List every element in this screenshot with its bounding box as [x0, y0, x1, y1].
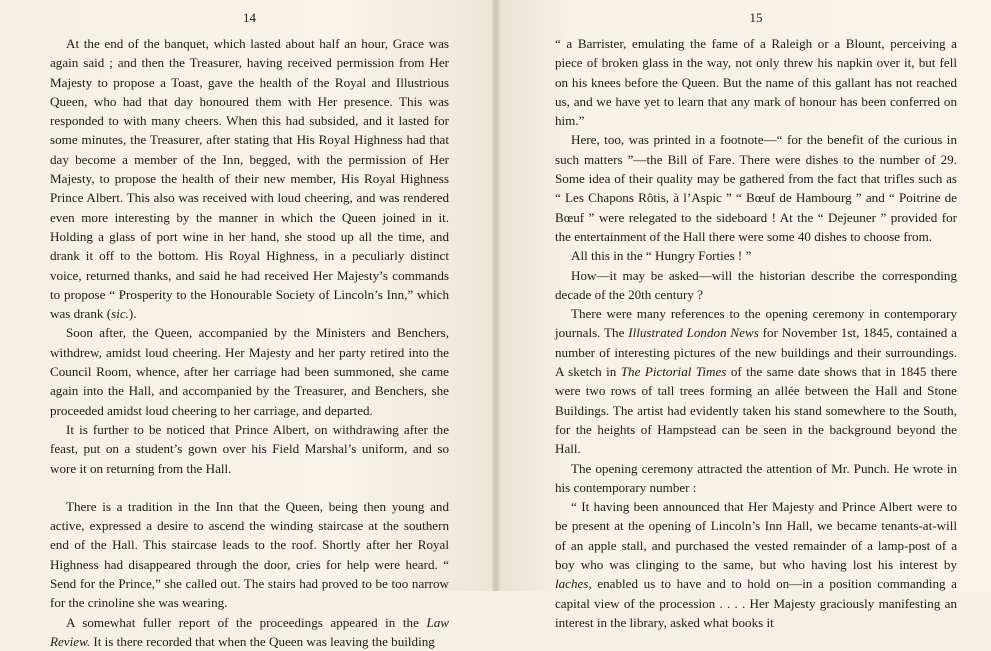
paragraph: There is a tradition in the Inn that the Queen, being then young and active, expressed a desire to ascend the winding staircase at the southern end of the Hall. This staircase leads to the roof. Shortly after her Royal Highness had disappeared through the door, cries for help were heard. “ Send for the Prince,” she called out. The stairs had proved to be too narrow for the crinoline she was wearing.: [50, 498, 449, 611]
page-number: 14: [243, 10, 256, 25]
paragraph: A somewhat fuller report of the proceedings appeared in the Law Review. It is there recorded that when the Queen was leaving the building: [50, 614, 449, 649]
paragraph: The opening ceremony attracted the attention of Mr. Punch. He wrote in his contemporary number :: [555, 460, 957, 495]
paragraph: “ a Barrister, emulating the fame of a Raleigh or a Blount, perceiving a piece of broken glass in the way, not only threw his napkin over it, but fell on his knees before the Queen. But the name of this gallant has not reached us, and we have yet to learn that any mark of honour has been conferred on him.”: [555, 36, 957, 129]
paragraph: “ It having been announced that Her Majesty and Prince Albert were to be present at the opening of Lincoln’s Inn Hall, we became tenants-at-will of an apple stall, and purchased the vested remainder of a lamp-post of a boy who was clinging to the same, but who having lost his interest by laches, enabled us to have and to hold on—in a position commanding a capital view of the procession . . . . Her Majesty graciously manifesting an interest in the library, asked what books it: [555, 499, 957, 630]
page-body: [50, 34, 449, 651]
page-number: 15: [749, 10, 763, 25]
page-body: [555, 34, 957, 632]
paragraph: Soon after, the Queen, accompanied by the Ministers and Benchers, withdrew, amidst loud cheering. Her Majesty and her party retired into the Council Room, whence, after her carriage had been summoned, she came again into the Hall, and accompanied by the Treasurer, and Benchers, she proceeded amidst loud cheering to her carriage, and departed.: [50, 325, 449, 418]
paragraph: At the end of the banquet, which lasted about half an hour, Grace was again said ; and then the Treasurer, having received permission from Her Majesty to propose a Toast, gave the health of the Royal and Illustrious Queen, who had that day honoured them with Her presence. This was responded to with many cheers. When this had subsided, and it lasted for some minutes, the Treasurer, after stating that His Royal Highness had that day become a member of the Inn, begged, with the permission of Her Majesty, to propose the health of their new member, His Royal Highness Prince Albert. This also was received with loud cheering, and was rendered even more interesting by the manner in which the Queen joined in it. Holding a glass of port wine in her hand, she stood up all the time, and drank it off to the bottom. His Royal Highness, in a peculiarly distinct voice, returned thanks, and said he had received Her Majesty’s commands to propose “ Prosperity to the Honourable Society of Lincoln’s Inn,” which was drank (sic.).: [50, 36, 449, 322]
paragraph: Here, too, was printed in a footnote—“ for the benefit of the curious in such matters ”—the Bill of Fare. There were dishes to the number of 29. Some idea of their quality may be gathered from the fact that trifles such as “ Les Chapons Rôtis, à l’Aspic ” “ Bœuf de Hambourg ” and “ Poitrine de Bœuf ” were relegated to the sideboard ! At the “ Dejeuner ” provided for the entertainment of the Hall there were some 40 dishes to choose from.: [555, 132, 957, 244]
paragraph: There were many references to the opening ceremony in contemporary journals. The Illustrated London News for November 1st, 1845, contained a number of interesting pictures of the new buildings and their surroundings. A sketch in The Pictorial Times of the same date shows that in 1845 there were two rows of tall trees forming an allée between the Hall and Stone Buildings. The artist had evidently taken his stand somewhere to the South, for the heights of Hampstead can be seen in the background beyond the Hall.: [555, 306, 957, 457]
paragraph: How—it may be asked—will the historian describe the corresponding decade of the 20th century ?: [555, 267, 957, 302]
paragraph: All this in the “ Hungry Forties ! ”: [571, 248, 752, 264]
paragraph: It is further to be noticed that Prince Albert, on withdrawing after the feast, put on a student’s gown over his Field Marshal’s uniform, and so wore it on returning from the Hall.: [50, 421, 449, 476]
left-page: [0, 0, 492, 649]
book-gutter: [492, 0, 500, 591]
right-page: [500, 0, 991, 630]
